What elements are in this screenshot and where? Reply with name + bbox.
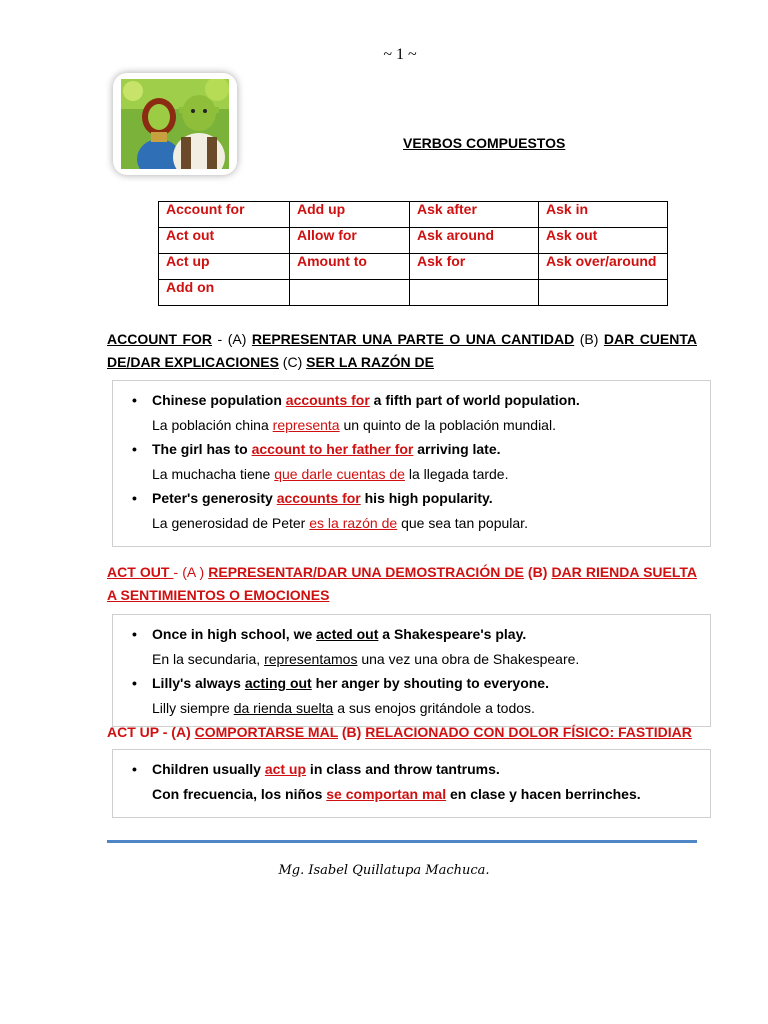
account-for-heading (107, 328, 697, 374)
meaning-a: REPRESENTAR UNA PARTE O UNA CANTIDAD (251, 331, 575, 347)
separator: - (A ) (173, 564, 209, 580)
spanish-sentence: En la secundaria, representamos una vez una obra de Shakespeare. (152, 650, 580, 667)
meaning-label: (B) (523, 564, 552, 580)
table-cell: Act up (159, 254, 290, 280)
meaning-label: (A) (227, 331, 252, 347)
table-cell: Account for (159, 202, 290, 228)
characters-image-icon (121, 79, 229, 169)
english-sentence: • Once in high school, we acted out a Shakespeare's play. (152, 622, 710, 647)
table-cell: Act out (159, 228, 290, 254)
act-out-examples (112, 614, 711, 727)
separator: - (212, 331, 228, 347)
spanish-sentence: Con frecuencia, los niños se comportan mal en clase y hacen berrinches. (152, 785, 641, 802)
meaning-label: (B) (574, 331, 604, 347)
list-item (152, 388, 710, 437)
meaning-a: COMPORTARSE MAL (194, 724, 338, 740)
list-item (152, 622, 710, 671)
spanish-sentence: Lilly siempre da rienda suelta a sus enojos gritándole a todos. (152, 699, 535, 716)
separator: - (A) (158, 724, 195, 740)
list-item (152, 671, 710, 720)
spanish-sentence: La muchacha tiene que darle cuentas de la llegada tarde. (152, 465, 509, 482)
table-cell (539, 280, 668, 306)
english-sentence: • Peter's generosity accounts for his high popularity. (152, 486, 710, 511)
list-item (152, 437, 710, 486)
footer-divider (107, 840, 697, 843)
english-sentence: • Children usually act up in class and throw tantrums. (152, 757, 710, 782)
act-up-heading (107, 721, 697, 744)
meaning-c: SER LA RAZÓN DE (306, 354, 434, 370)
english-sentence: • Chinese population accounts for a fifth part of world population. (152, 388, 710, 413)
table-cell: Add up (290, 202, 410, 228)
table-cell: Add on (159, 280, 290, 306)
author-signature: Mg. Isabel Quillatupa Machuca. (278, 863, 490, 878)
shrek-fiona-picture (113, 73, 237, 175)
table-row (159, 254, 668, 280)
verb-key: ACT UP (107, 724, 159, 740)
spanish-sentence: La población china representa un quinto de la población mundial. (152, 416, 556, 433)
list-item (152, 486, 710, 535)
account-for-examples (112, 380, 711, 547)
table-cell: Ask for (410, 254, 539, 280)
table-row (159, 202, 668, 228)
page-number: ~ 1 ~ (383, 46, 417, 63)
english-sentence: • The girl has to account to her father for arriving late. (152, 437, 710, 462)
meaning-a: REPRESENTAR/DAR UNA DEMOSTRACIÓN DE (208, 564, 524, 580)
table-cell (290, 280, 410, 306)
meaning-b: RELACIONADO CON DOLOR FÍSICO: FASTIDIAR (365, 724, 692, 740)
table-row (159, 280, 668, 306)
verb-key: ACCOUNT FOR (107, 331, 213, 347)
meaning-b: DAR RIENDA SUELTA A SENTIMIENTOS O EMOCIONES (107, 564, 697, 603)
table-cell: Ask in (539, 202, 668, 228)
verb-key: ACT OUT (107, 564, 174, 580)
act-up-examples (112, 749, 711, 818)
english-sentence: • Lilly's always acting out her anger by shouting to everyone. (152, 671, 710, 696)
document-title: VERBOS COMPUESTOS (403, 135, 566, 151)
table-cell (410, 280, 539, 306)
table-cell: Amount to (290, 254, 410, 280)
meaning-label: (C) (278, 354, 307, 370)
spanish-sentence: La generosidad de Peter es la razón de que sea tan popular. (152, 514, 528, 531)
act-out-heading (107, 561, 697, 607)
meaning-label: (B) (338, 724, 366, 740)
meaning-b: DAR CUENTA DE/DAR EXPLICACIONES (107, 331, 697, 370)
table-row (159, 228, 668, 254)
table-cell: Ask around (410, 228, 539, 254)
phrasal-verbs-table (158, 201, 668, 306)
table-cell: Allow for (290, 228, 410, 254)
table-cell: Ask over/around (539, 254, 668, 280)
table-cell: Ask out (539, 228, 668, 254)
table-cell: Ask after (410, 202, 539, 228)
list-item (152, 757, 710, 806)
